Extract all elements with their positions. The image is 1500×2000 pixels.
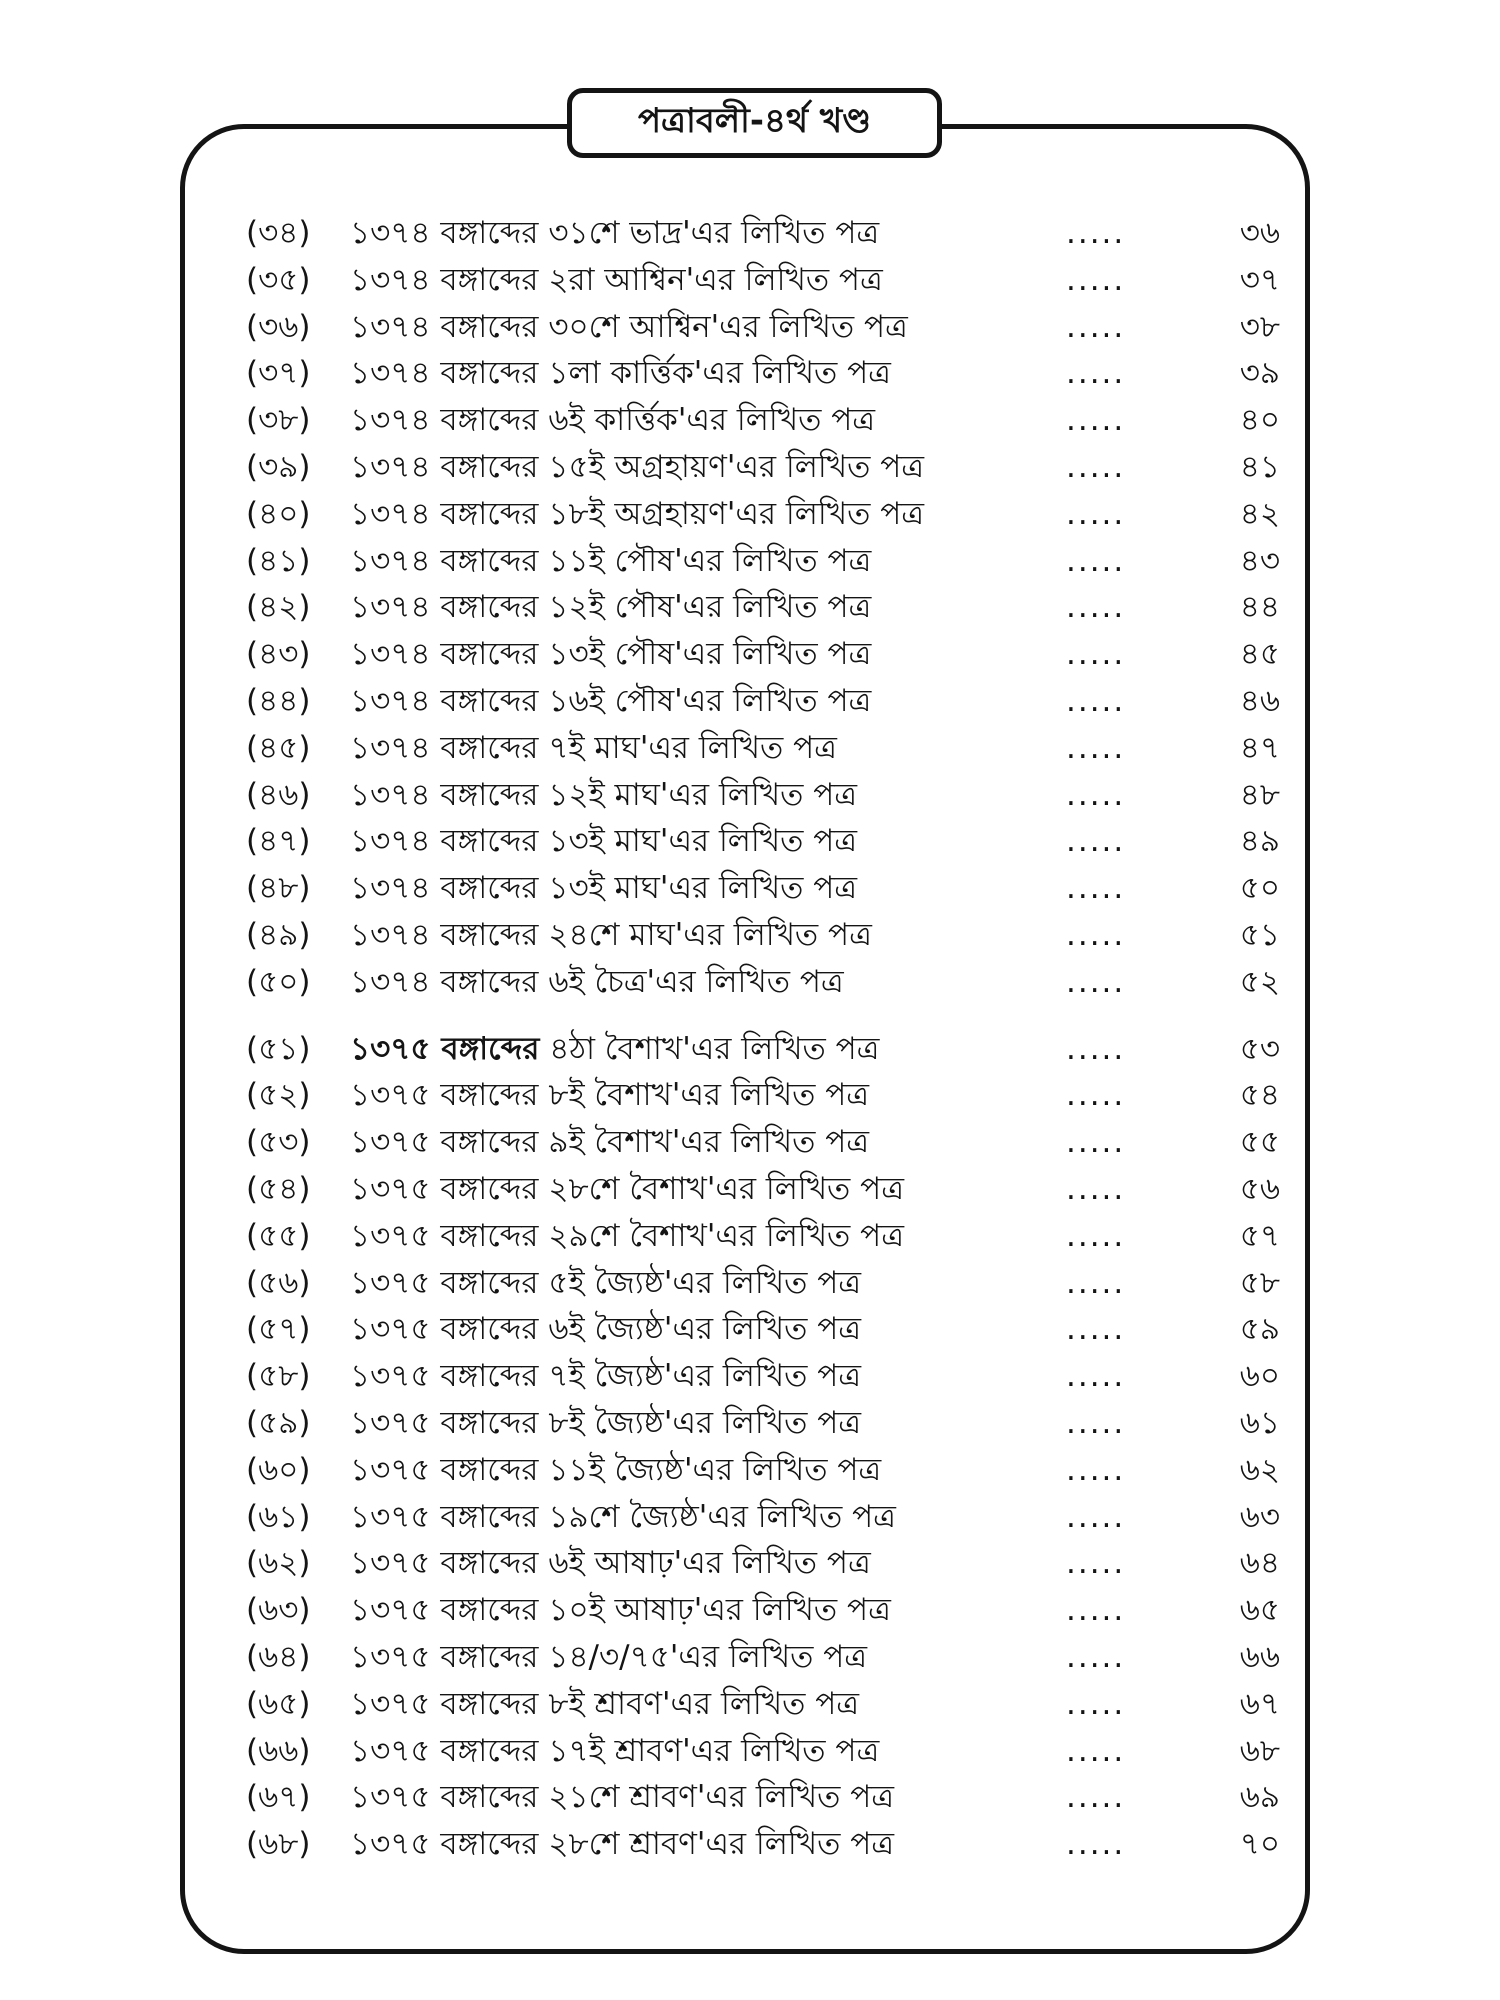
entry-page-number: ৫২ [1239, 963, 1280, 1000]
contents-entry [0, 1774, 1500, 1820]
entry-leader-dots: ..... [1066, 776, 1126, 813]
entry-number: (৬৮) [246, 1826, 311, 1863]
entry-leader-dots: ..... [1066, 355, 1126, 392]
entry-leader-dots: ..... [1066, 1264, 1126, 1301]
entry-title: ১৩৭৪ বঙ্গাব্দের ১৩ই মাঘ'এর লিখিত পত্র [350, 823, 858, 860]
contents-entry [0, 1634, 1500, 1680]
contents-entry [0, 304, 1500, 350]
entry-number: (৩৮) [246, 402, 311, 439]
entry-title: ১৩৭৫ বঙ্গাব্দের ২৮শে শ্রাবণ'এর লিখিত পত্র [350, 1826, 895, 1863]
entry-title: ১৩৭৫ বঙ্গাব্দের ৮ই বৈশাখ'এর লিখিত পত্র [350, 1077, 870, 1114]
contents-entry [0, 1306, 1500, 1352]
entry-title: ১৩৭৫ বঙ্গাব্দের ৬ই জ্যৈষ্ঠ'এর লিখিত পত্র [350, 1311, 862, 1348]
entry-title: ১৩৭৪ বঙ্গাব্দের ১১ই পৌষ'এর লিখিত পত্র [350, 542, 872, 579]
entry-leader-dots: ..... [1066, 1826, 1126, 1863]
entry-title: ১৩৭৫ বঙ্গাব্দের ৭ই জ্যৈষ্ঠ'এর লিখিত পত্র [350, 1358, 862, 1395]
entry-number: (৫৪) [246, 1171, 311, 1207]
entry-number: (৬৬) [246, 1732, 311, 1769]
entry-number: (৫৬) [246, 1264, 311, 1301]
entry-leader-dots: ..... [1066, 636, 1126, 673]
entry-title: ১৩৭৪ বঙ্গাব্দের ২রা আশ্বিন'এর লিখিত পত্র [350, 261, 883, 298]
contents-entry [0, 1821, 1500, 1867]
contents-entry [0, 725, 1500, 771]
entry-title: ১৩৭৪ বঙ্গাব্দের ১৩ই পৌষ'এর লিখিত পত্র [350, 636, 872, 673]
entry-leader-dots: ..... [1066, 1358, 1126, 1395]
entry-title: ১৩৭৫ বঙ্গাব্দের ২১শে শ্রাবণ'এর লিখিত পত্র [350, 1779, 895, 1816]
entry-number: (৬১) [246, 1498, 311, 1535]
entry-title: ১৩৭৪ বঙ্গাব্দের ৩০শে আশ্বিন'এর লিখিত পত্র [350, 308, 908, 345]
contents-entry [0, 491, 1500, 537]
entry-title: ১৩৭৫ বঙ্গাব্দের ৯ই বৈশাখ'এর লিখিত পত্র [350, 1124, 870, 1161]
entry-number: (৪৯) [246, 917, 311, 953]
entry-number: (৪৫) [246, 729, 311, 766]
entry-leader-dots: ..... [1066, 1077, 1126, 1114]
entry-number: (৫৮) [246, 1358, 311, 1395]
entry-page-number: ৪৭ [1239, 729, 1280, 766]
entry-title: ১৩৭৪ বঙ্গাব্দের ১৩ই মাঘ'এর লিখিত পত্র [350, 870, 858, 907]
entry-leader-dots: ..... [1066, 261, 1126, 298]
entry-page-number: ৩৮ [1239, 308, 1280, 345]
entry-number: (৪১) [246, 542, 311, 579]
entry-page-number: ৫৬ [1239, 1171, 1280, 1207]
contents-entry [0, 1072, 1500, 1118]
entry-leader-dots: ..... [1066, 1171, 1126, 1207]
entry-page-number: ৬৮ [1239, 1732, 1280, 1769]
entry-number: (৩৫) [246, 261, 311, 298]
contents-entry [0, 584, 1500, 630]
contents-entry [0, 1728, 1500, 1774]
entry-title: ১৩৭৪ বঙ্গাব্দের ১৬ই পৌষ'এর লিখিত পত্র [350, 683, 872, 719]
contents-entry [0, 1119, 1500, 1165]
entry-number: (৪৭) [246, 823, 311, 860]
entry-number: (৬৭) [246, 1779, 311, 1816]
entry-title: ১৩৭৪ বঙ্গাব্দের ৩১শে ভাদ্র'এর লিখিত পত্র [350, 215, 880, 251]
entry-page-number: ৫০ [1239, 870, 1280, 907]
entry-number: (৬৫) [246, 1685, 311, 1722]
entry-page-number: ৬১ [1239, 1405, 1280, 1441]
entry-title: ১৩৭৪ বঙ্গাব্দের ৬ই কার্ত্তিক'এর লিখিত পত্র [350, 402, 876, 439]
entry-number: (৪৮) [246, 870, 311, 907]
contents-entry [0, 1447, 1500, 1493]
entry-title: ১৩৭৪ বঙ্গাব্দের ১২ই মাঘ'এর লিখিত পত্র [350, 776, 858, 813]
entry-title: ১৩৭৪ বঙ্গাব্দের ৭ই মাঘ'এর লিখিত পত্র [350, 729, 837, 766]
entry-leader-dots: ..... [1066, 589, 1126, 626]
entry-page-number: ৬৪ [1239, 1545, 1280, 1582]
entry-title [350, 1026, 879, 1072]
entry-leader-dots: ..... [1066, 542, 1126, 579]
entry-leader-dots: ..... [1066, 729, 1126, 766]
entry-number: (৫১) [246, 1030, 311, 1067]
contents-entry [0, 818, 1500, 864]
entry-leader-dots: ..... [1066, 1451, 1126, 1488]
entry-number: (৪২) [246, 589, 311, 626]
entry-leader-dots: ..... [1066, 495, 1126, 532]
entry-number: (৬২) [246, 1545, 311, 1582]
entry-page-number: ৬৯ [1239, 1779, 1280, 1816]
entry-page-number: ৪২ [1239, 495, 1280, 532]
entry-leader-dots: ..... [1066, 917, 1126, 953]
entry-number: (৬৪) [246, 1639, 311, 1675]
entry-leader-dots: ..... [1066, 449, 1126, 485]
entry-title-bold: ১৩৭৫ বঙ্গাব্দের [350, 1030, 540, 1067]
entry-title: ১৩৭৫ বঙ্গাব্দের ৬ই আষাঢ়'এর লিখিত পত্র [350, 1545, 871, 1582]
entry-page-number: ৬৫ [1239, 1592, 1280, 1629]
entry-number: (৪৪) [246, 683, 311, 719]
entry-number: (৪৬) [246, 776, 311, 813]
entry-page-number: ৬৬ [1239, 1639, 1280, 1675]
entry-page-number: ৬৩ [1239, 1498, 1280, 1535]
entry-leader-dots: ..... [1066, 215, 1126, 251]
contents-entry [0, 1494, 1500, 1540]
entry-number: (৩৯) [246, 449, 311, 485]
page-title: পত্রাবলী-৪র্থ খণ্ড [567, 88, 942, 158]
contents-entry [0, 1026, 1500, 1072]
entry-leader-dots: ..... [1066, 308, 1126, 345]
entry-title: ১৩৭৫ বঙ্গাব্দের ২৮শে বৈশাখ'এর লিখিত পত্র [350, 1171, 904, 1207]
entry-page-number: ৬০ [1239, 1358, 1280, 1395]
entry-page-number: ৭০ [1239, 1826, 1280, 1863]
contents-entry [0, 912, 1500, 958]
entry-title: ১৩৭৪ বঙ্গাব্দের ১লা কার্ত্তিক'এর লিখিত পত্র [350, 355, 891, 392]
entry-number: (৩৭) [246, 355, 311, 392]
entry-leader-dots: ..... [1066, 823, 1126, 860]
entry-leader-dots: ..... [1066, 963, 1126, 1000]
entry-title: ১৩৭৫ বঙ্গাব্দের ১৭ই শ্রাবণ'এর লিখিত পত্র [350, 1732, 880, 1769]
contents-entry [0, 444, 1500, 490]
contents-entry [0, 1540, 1500, 1586]
entry-title: ১৩৭৫ বঙ্গাব্দের ২৯শে বৈশাখ'এর লিখিত পত্র [350, 1217, 904, 1254]
entry-title: ১৩৭৪ বঙ্গাব্দের ২৪শে মাঘ'এর লিখিত পত্র [350, 917, 872, 953]
entry-page-number: ৪৪ [1239, 589, 1280, 626]
entry-number: (৫২) [246, 1077, 311, 1114]
entry-number: (৬৩) [246, 1592, 311, 1629]
entry-number: (৫৫) [246, 1217, 311, 1254]
entry-number: (৫৯) [246, 1405, 311, 1441]
entry-page-number: ৩৬ [1239, 215, 1280, 251]
contents-entry [0, 1681, 1500, 1727]
entry-page-number: ৪৯ [1239, 823, 1280, 860]
entry-number: (৪০) [246, 495, 311, 532]
entry-title: ১৩৭৫ বঙ্গাব্দের ৮ই শ্রাবণ'এর লিখিত পত্র [350, 1685, 860, 1722]
contents-entry [0, 350, 1500, 396]
entry-title: ১৩৭৫ বঙ্গাব্দের ৮ই জ্যৈষ্ঠ'এর লিখিত পত্র [350, 1405, 862, 1441]
contents-entry [0, 959, 1500, 1005]
entry-page-number: ৫৯ [1239, 1311, 1280, 1348]
entry-page-number: ৫১ [1239, 917, 1280, 953]
entry-title: ১৩৭৫ বঙ্গাব্দের ১৪/৩/৭৫'এর লিখিত পত্র [350, 1639, 868, 1675]
entry-leader-dots: ..... [1066, 1217, 1126, 1254]
entry-number: (৫০) [246, 963, 311, 1000]
entry-page-number: ৪৫ [1239, 636, 1280, 673]
entry-page-number: ৪৬ [1239, 683, 1280, 719]
entry-leader-dots: ..... [1066, 870, 1126, 907]
contents-entry [0, 865, 1500, 911]
entry-title: ১৩৭৪ বঙ্গাব্দের ১৮ই অগ্রহায়ণ'এর লিখিত পত্র [350, 495, 925, 532]
contents-entry [0, 210, 1500, 256]
entry-page-number: ৪১ [1239, 449, 1280, 485]
contents-entry [0, 1166, 1500, 1212]
entry-leader-dots: ..... [1066, 1311, 1126, 1348]
entry-number: (৬০) [246, 1451, 311, 1488]
entry-title: ১৩৭৫ বঙ্গাব্দের ১০ই আষাঢ়'এর লিখিত পত্র [350, 1592, 891, 1629]
entry-leader-dots: ..... [1066, 1779, 1126, 1816]
contents-entry [0, 397, 1500, 443]
entry-title: ১৩৭৫ বঙ্গাব্দের ৫ই জ্যৈষ্ঠ'এর লিখিত পত্র [350, 1264, 862, 1301]
entry-title: ১৩৭৫ বঙ্গাব্দের ১১ই জ্যৈষ্ঠ'এর লিখিত পত্র [350, 1451, 882, 1488]
entry-page-number: ৬২ [1239, 1451, 1280, 1488]
entry-page-number: ৪৩ [1239, 542, 1280, 579]
entry-leader-dots: ..... [1066, 1685, 1126, 1722]
entry-number: (৩৬) [246, 308, 311, 345]
entry-leader-dots: ..... [1066, 1124, 1126, 1161]
entry-page-number: ৫৭ [1239, 1217, 1280, 1254]
entry-leader-dots: ..... [1066, 1545, 1126, 1582]
entry-number: (৫৩) [246, 1124, 311, 1161]
entry-number: (৩৪) [246, 215, 311, 251]
entry-leader-dots: ..... [1066, 1592, 1126, 1629]
entry-leader-dots: ..... [1066, 1639, 1126, 1675]
entry-page-number: ৫৫ [1239, 1124, 1280, 1161]
contents-entry [0, 1213, 1500, 1259]
entry-page-number: ৫৪ [1239, 1077, 1280, 1114]
entry-number: (৪৩) [246, 636, 311, 673]
entry-title: ১৩৭৪ বঙ্গাব্দের ৬ই চৈত্র'এর লিখিত পত্র [350, 963, 844, 1000]
entry-page-number: ৫৮ [1239, 1264, 1280, 1301]
entry-title: ১৩৭৪ বঙ্গাব্দের ১৫ই অগ্রহায়ণ'এর লিখিত পত্র [350, 449, 925, 485]
contents-entry [0, 1260, 1500, 1306]
entry-page-number: ৪০ [1239, 402, 1280, 439]
entry-leader-dots: ..... [1066, 683, 1126, 719]
entry-page-number: ৫৩ [1239, 1030, 1280, 1067]
entry-page-number: ৪৮ [1239, 776, 1280, 813]
entry-number: (৫৭) [246, 1311, 311, 1348]
contents-entry [0, 678, 1500, 724]
contents-entry [0, 1353, 1500, 1399]
entry-leader-dots: ..... [1066, 1405, 1126, 1441]
entry-page-number: ৬৭ [1239, 1685, 1280, 1722]
entry-title-rest: ৪ঠা বৈশাখ'এর লিখিত পত্র [539, 1030, 880, 1067]
entry-leader-dots: ..... [1066, 1732, 1126, 1769]
entry-leader-dots: ..... [1066, 402, 1126, 439]
entry-page-number: ৩৯ [1239, 355, 1280, 392]
entry-page-number: ৩৭ [1239, 261, 1280, 298]
entry-leader-dots: ..... [1066, 1498, 1126, 1535]
contents-entry [0, 631, 1500, 677]
contents-entry [0, 257, 1500, 303]
entry-leader-dots: ..... [1066, 1030, 1126, 1067]
contents-entry [0, 1400, 1500, 1446]
entry-title: ১৩৭৫ বঙ্গাব্দের ১৯শে জ্যৈষ্ঠ'এর লিখিত পত্র [350, 1498, 896, 1535]
contents-entry [0, 772, 1500, 818]
contents-entry [0, 1587, 1500, 1633]
entry-title: ১৩৭৪ বঙ্গাব্দের ১২ই পৌষ'এর লিখিত পত্র [350, 589, 872, 626]
contents-entry [0, 538, 1500, 584]
